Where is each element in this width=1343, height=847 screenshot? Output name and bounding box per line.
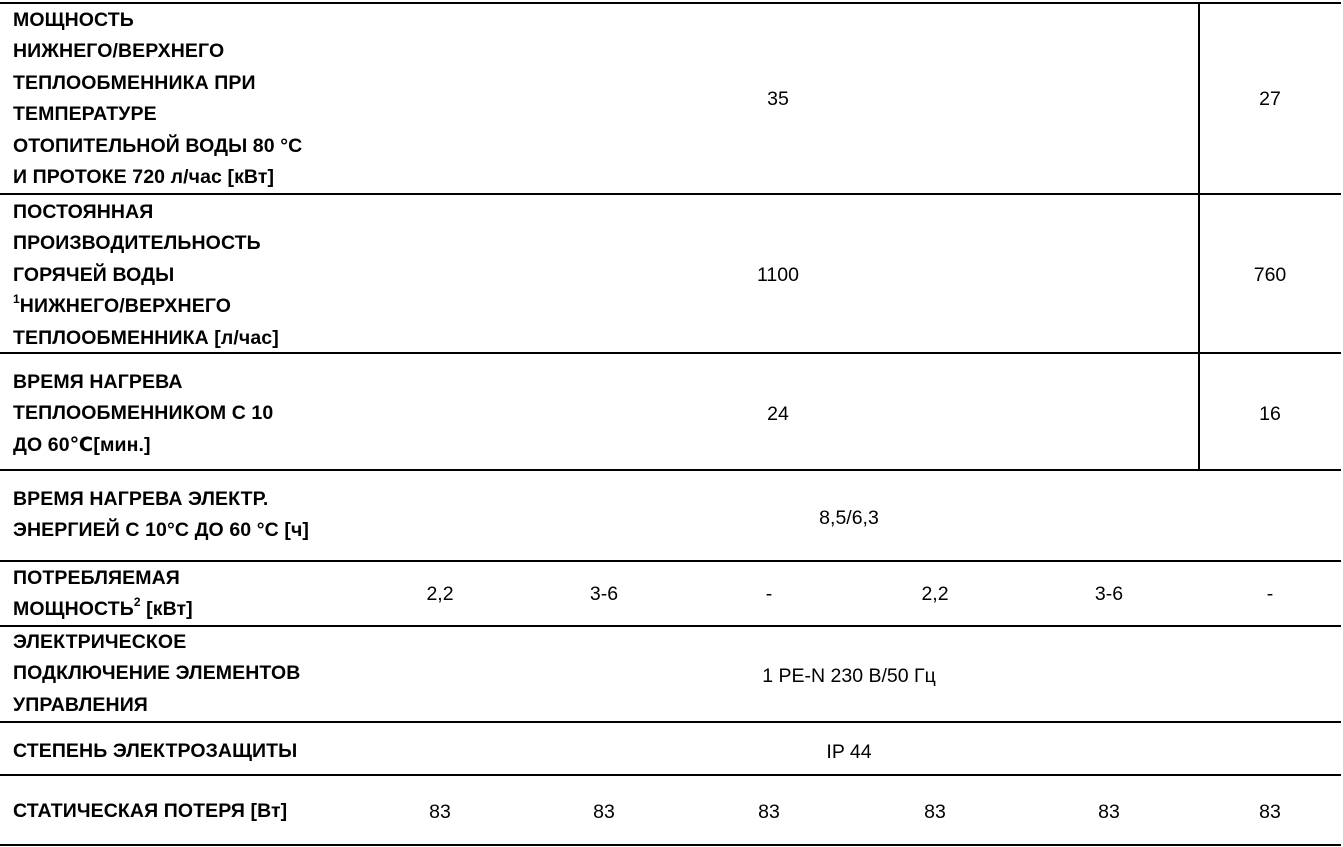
cell-value: 27 bbox=[1259, 88, 1281, 110]
cell-value: 83 bbox=[1259, 801, 1281, 823]
cell-value: 83 bbox=[924, 801, 946, 823]
row-divider bbox=[0, 2, 1341, 4]
cell-value: 83 bbox=[429, 801, 451, 823]
row-label-electric-heating-time: ВРЕМЯ НАГРЕВА ЭЛЕКТР. ЭНЕРГИЕЙ С 10°C ДО 60 °C [ч] bbox=[13, 488, 309, 542]
row-label-protection-degree: СТЕПЕНЬ ЭЛЕКТРОЗАЩИТЫ bbox=[13, 740, 298, 762]
cell-value: - bbox=[1266, 583, 1274, 605]
footnote-mark: 2 bbox=[133, 594, 141, 609]
cell-value: 3-6 bbox=[589, 583, 619, 605]
cell-value: 16 bbox=[1259, 403, 1281, 425]
cell-value: 2,2 bbox=[921, 583, 949, 605]
row-divider bbox=[0, 844, 1341, 846]
column-divider bbox=[1198, 2, 1200, 471]
row-label-electrical-connection: ЭЛЕКТРИЧЕСКОЕ ПОДКЛЮЧЕНИЕ ЭЛЕМЕНТОВ УПРАВЛЕНИЯ bbox=[13, 631, 301, 716]
cell-value: 83 bbox=[593, 801, 615, 823]
cell-value: 1 PE-N 230 В/50 Гц bbox=[762, 665, 936, 687]
cell-value: 83 bbox=[1098, 801, 1120, 823]
cell-value: 8,5/6,3 bbox=[819, 507, 879, 529]
cell-value: 83 bbox=[758, 801, 780, 823]
row-label-heat-exchanger-heating-time: ВРЕМЯ НАГРЕВА ТЕПЛООБМЕННИКОМ С 10 ДО 60℃[мин.] bbox=[13, 371, 274, 456]
cell-value: 760 bbox=[1253, 264, 1287, 286]
row-label-power-consumption: ПОТРЕБЛЯЕМАЯ МОЩНОСТЬ$^2$ [кВт] bbox=[13, 567, 193, 621]
cell-value: 3-6 bbox=[1094, 583, 1124, 605]
row-divider bbox=[0, 469, 1341, 471]
cell-value: IP 44 bbox=[826, 741, 872, 763]
footnote-mark: 1 bbox=[13, 291, 20, 306]
row-divider bbox=[0, 560, 1341, 562]
cell-value: 2,2 bbox=[426, 583, 454, 605]
cell-value: - bbox=[765, 583, 773, 605]
row-label-heat-exchanger-power: МОЩНОСТЬ НИЖНЕГО/ВЕРХНЕГО ТЕПЛООБМЕННИКА ПРИ ТЕМПЕРАТУРЕ ОТОПИТЕЛЬНОЙ ВОДЫ 80 °C И ПРОТОКЕ 720 л/час [кВт] bbox=[13, 9, 303, 189]
row-label-hot-water-output: ПОСТОЯННАЯ ПРОИЗВОДИТЕЛЬНОСТЬ ГОРЯЧЕЙ ВОДЫ $^1$НИЖНЕГО/ВЕРХНЕГО ТЕПЛООБМЕННИКА [л/час] bbox=[13, 201, 279, 349]
row-divider bbox=[0, 721, 1341, 723]
cell-value: 24 bbox=[767, 403, 789, 425]
row-label-static-loss: СТАТИЧЕСКАЯ ПОТЕРЯ [Вт] bbox=[13, 800, 288, 822]
cell-value: 35 bbox=[767, 88, 789, 110]
cell-value: 1100 bbox=[757, 264, 799, 286]
row-divider bbox=[0, 774, 1341, 776]
